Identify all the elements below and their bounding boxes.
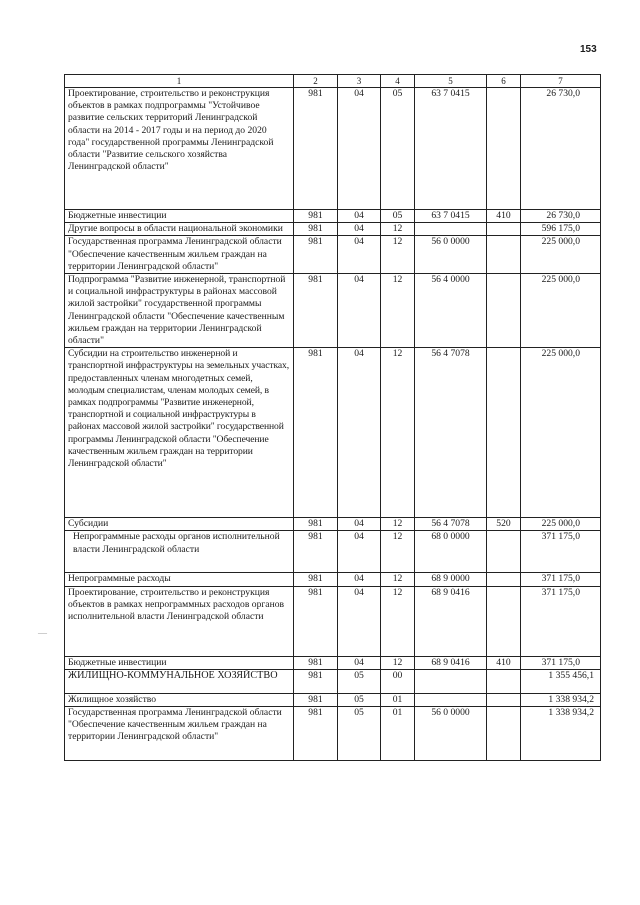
cell-col6 [487,88,521,210]
table-row [65,656,601,669]
cell-col7: 1 338 934,2 [521,693,601,706]
table-row [65,236,601,274]
cell-col7: 26 730,0 [521,210,601,223]
cell-col2: 981 [294,236,338,274]
cell-col2: 981 [294,88,338,210]
table-row [65,518,601,531]
cell-col6: 520 [487,518,521,531]
cell-col4: 01 [381,707,415,761]
cell-col6 [487,531,521,573]
cell-col5: 56 0 0000 [415,707,487,761]
cell-col2: 981 [294,274,338,348]
cell-col3: 04 [338,274,381,348]
row-name: Бюджетные инвестиции [65,656,294,669]
row-name: Проектирование, строительство и реконструкция объектов в рамках подпрограммы "Устойчивое развитие сельских территорий Ленинградской области на 2014 - 2017 годы и на период до 2020 года" государственной программы Ленинградской области "Развитие сельского хозяйства Ленинградской области" [65,88,294,210]
page-number: 153 [580,44,597,55]
row-name: Подпрограмма "Развитие инженерной, транспортной и социальной инфраструктуры в районах массовой жилой застройки" государственной программы Ленинградской области "Обеспечение качественным жильем граждан на территории Ленинградской области" [65,274,294,348]
column-header: 1 [65,75,294,88]
cell-col2: 981 [294,531,338,573]
cell-col5: 68 9 0416 [415,656,487,669]
cell-col7: 225 000,0 [521,274,601,348]
cell-col4: 12 [381,518,415,531]
cell-col4: 00 [381,669,415,693]
cell-col5: 68 0 0000 [415,531,487,573]
margin-mark: — [38,628,47,638]
cell-col2: 981 [294,573,338,586]
row-name: Государственная программа Ленинградской области "Обеспечение качественным жильем граждан на территории Ленинградской области" [65,707,294,761]
table-row [65,573,601,586]
cell-col4: 12 [381,223,415,236]
table-header-row [65,75,601,88]
cell-col4: 12 [381,573,415,586]
table-row [65,274,601,348]
cell-col5 [415,223,487,236]
cell-col5: 56 0 0000 [415,236,487,274]
table-row [65,223,601,236]
cell-col2: 981 [294,210,338,223]
row-name: Непрограммные расходы органов исполнительной власти Ленинградской области [65,531,294,573]
cell-col4: 01 [381,693,415,706]
cell-col7: 371 175,0 [521,573,601,586]
cell-col7: 1 338 934,2 [521,707,601,761]
column-header: 5 [415,75,487,88]
column-header: 6 [487,75,521,88]
table-row [65,88,601,210]
cell-col5: 56 4 7078 [415,348,487,518]
cell-col5: 68 9 0416 [415,586,487,656]
row-name: ЖИЛИЩНО-КОММУНАЛЬНОЕ ХОЗЯЙСТВО [65,669,294,693]
cell-col6 [487,223,521,236]
cell-col7: 371 175,0 [521,656,601,669]
row-name: Субсидии на строительство инженерной и транспортной инфраструктуры на земельных участках, предоставленных членам многодетных семей, молодым специалистам, членам молодых семей, в рамках подпрограммы "Развитие инженерной, транспортной и социальной инфраструктуры в районах массовой жилой застройки" государственной программы Ленинградской области "Обеспечение качественным жильем граждан на территории Ленинградской области" [65,348,294,518]
cell-col2: 981 [294,518,338,531]
column-header: 7 [521,75,601,88]
table-row [65,707,601,761]
budget-table [64,74,601,761]
cell-col3: 04 [338,573,381,586]
cell-col5: 63 7 0415 [415,210,487,223]
cell-col7: 26 730,0 [521,88,601,210]
cell-col7: 225 000,0 [521,348,601,518]
cell-col3: 04 [338,236,381,274]
cell-col2: 981 [294,669,338,693]
column-header: 2 [294,75,338,88]
cell-col6 [487,274,521,348]
table-row [65,586,601,656]
cell-col5: 56 4 7078 [415,518,487,531]
row-name: Жилищное хозяйство [65,693,294,706]
cell-col4: 12 [381,656,415,669]
column-header: 3 [338,75,381,88]
cell-col3: 04 [338,210,381,223]
cell-col4: 12 [381,274,415,348]
cell-col3: 04 [338,88,381,210]
cell-col3: 04 [338,348,381,518]
cell-col2: 981 [294,656,338,669]
cell-col6 [487,707,521,761]
cell-col6 [487,586,521,656]
cell-col7: 225 000,0 [521,518,601,531]
cell-col5: 63 7 0415 [415,88,487,210]
cell-col2: 981 [294,707,338,761]
row-name: Субсидии [65,518,294,531]
cell-col4: 12 [381,586,415,656]
cell-col5: 68 9 0000 [415,573,487,586]
cell-col2: 981 [294,348,338,518]
cell-col5 [415,693,487,706]
cell-col3: 04 [338,531,381,573]
table-row [65,210,601,223]
cell-col6 [487,573,521,586]
cell-col6 [487,693,521,706]
cell-col6: 410 [487,210,521,223]
column-header: 4 [381,75,415,88]
cell-col6 [487,669,521,693]
cell-col3: 05 [338,669,381,693]
cell-col3: 04 [338,223,381,236]
row-name: Проектирование, строительство и реконструкция объектов в рамках непрограммных расходов органов исполнительной власти Ленинградской области [65,586,294,656]
cell-col3: 05 [338,707,381,761]
cell-col6: 410 [487,656,521,669]
cell-col4: 12 [381,348,415,518]
row-name: Бюджетные инвестиции [65,210,294,223]
cell-col7: 225 000,0 [521,236,601,274]
cell-col7: 596 175,0 [521,223,601,236]
cell-col3: 04 [338,586,381,656]
cell-col3: 04 [338,518,381,531]
cell-col3: 05 [338,693,381,706]
row-name: Государственная программа Ленинградской области "Обеспечение качественным жильем граждан на территории Ленинградской области" [65,236,294,274]
cell-col5 [415,669,487,693]
table-row [65,531,601,573]
cell-col3: 04 [338,656,381,669]
table-row [65,348,601,518]
cell-col4: 05 [381,88,415,210]
cell-col4: 05 [381,210,415,223]
cell-col2: 981 [294,223,338,236]
row-name: Другие вопросы в области национальной экономики [65,223,294,236]
cell-col7: 371 175,0 [521,586,601,656]
cell-col2: 981 [294,586,338,656]
table-row [65,693,601,706]
cell-col2: 981 [294,693,338,706]
cell-col5: 56 4 0000 [415,274,487,348]
cell-col4: 12 [381,531,415,573]
cell-col7: 371 175,0 [521,531,601,573]
cell-col7: 1 355 456,1 [521,669,601,693]
row-name: Непрограммные расходы [65,573,294,586]
cell-col4: 12 [381,236,415,274]
cell-col6 [487,236,521,274]
table-row [65,669,601,693]
cell-col6 [487,348,521,518]
